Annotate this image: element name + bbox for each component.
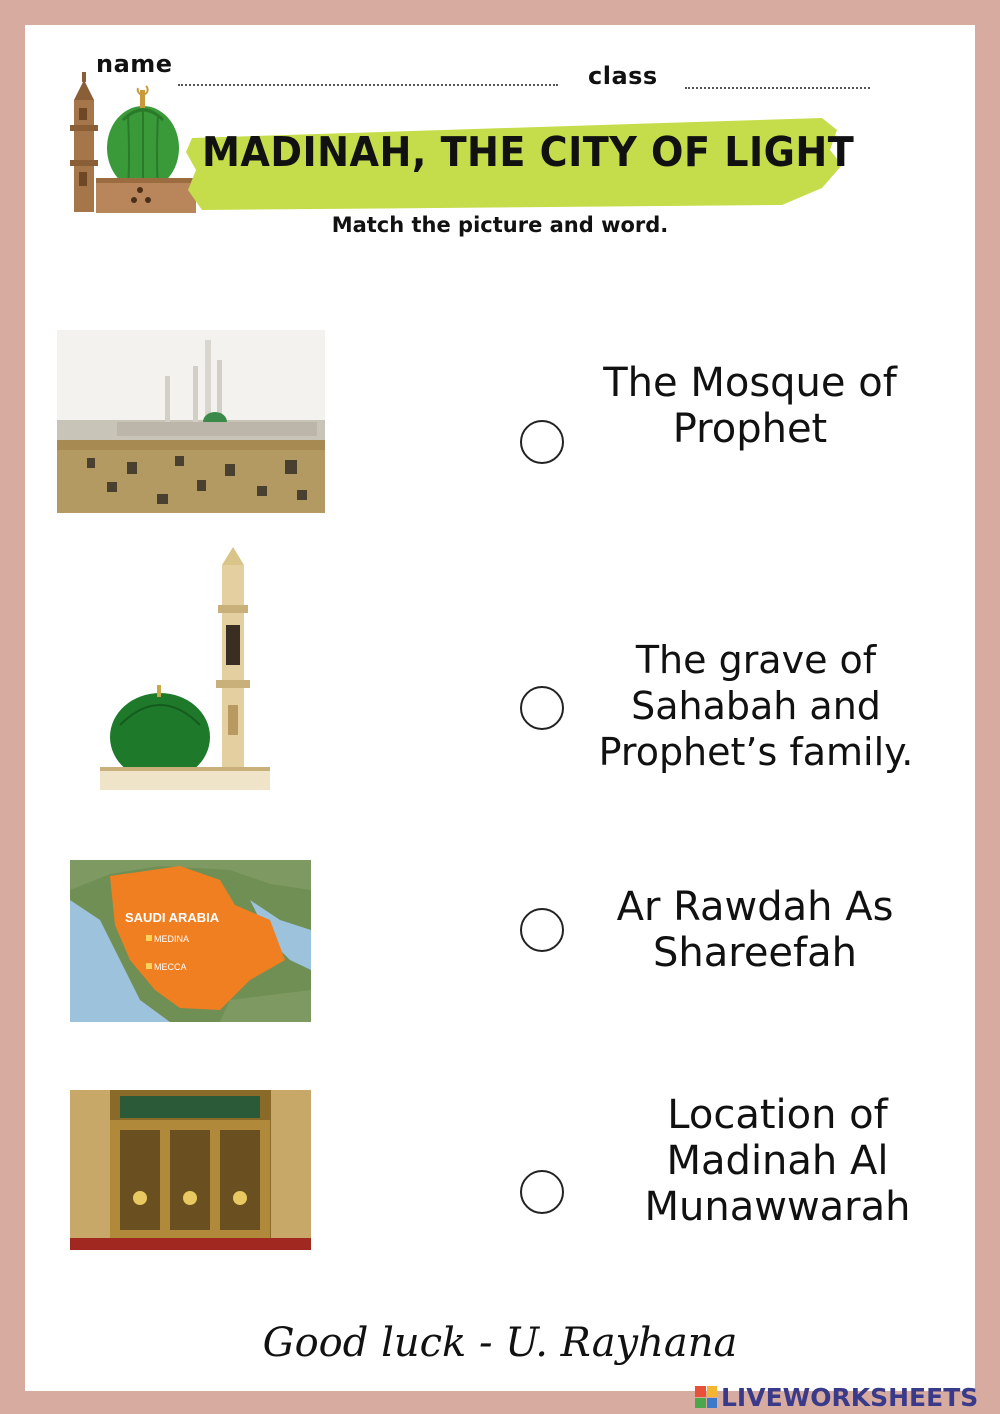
rawdah-golden-grille-photo: [70, 1090, 311, 1250]
word-option-3-line-1: Ar Rawdah As: [616, 884, 894, 930]
name-field[interactable]: [178, 84, 558, 86]
saudi-arabia-map: [70, 860, 311, 1022]
class-label: class: [588, 62, 658, 90]
word-option-4: [640, 1092, 915, 1230]
page-title: MADINAH, THE CITY OF LIGHT: [202, 128, 855, 176]
brand-label: LIVEWORKSHEETS: [721, 1382, 979, 1412]
word-option-2-line-3: Prophet’s family.: [598, 730, 914, 774]
word-option-2: [586, 637, 926, 775]
word-option-4-line-3: Munawwarah: [644, 1184, 911, 1230]
class-field[interactable]: [685, 87, 870, 89]
map-label-country: SAUDI ARABIA: [125, 910, 220, 925]
word-option-3-line-2: Shareefah: [653, 930, 857, 976]
mosque-icon: [68, 70, 198, 215]
signature: Good luck - U. Rayhana: [262, 1320, 738, 1366]
name-label: name: [96, 50, 173, 78]
match-circle-3[interactable]: [520, 908, 564, 952]
green-dome-and-minaret-photo: [90, 545, 270, 790]
liveworksheets-logo-icon: [695, 1386, 717, 1408]
word-option-3: [600, 884, 910, 976]
match-circle-2[interactable]: [520, 686, 564, 730]
word-option-1-line-1: The Mosque of: [603, 360, 897, 406]
word-option-2-line-1: The grave of: [635, 638, 877, 682]
map-label-mecca: MECCA: [154, 962, 187, 972]
instruction-text: Match the picture and word.: [331, 213, 669, 237]
map-label-medina: MEDINA: [154, 934, 190, 944]
match-circle-4[interactable]: [520, 1170, 564, 1214]
word-option-4-line-2: Madinah Al: [666, 1138, 889, 1184]
word-option-1: [600, 360, 900, 452]
word-option-2-line-2: Sahabah and: [631, 684, 881, 728]
word-option-4-line-1: Location of: [667, 1092, 888, 1138]
word-option-1-line-2: Prophet: [672, 406, 828, 452]
match-circle-1[interactable]: [520, 420, 564, 464]
liveworksheets-brand[interactable]: [695, 1382, 978, 1412]
cemetery-with-mosque-photo: [57, 330, 325, 513]
